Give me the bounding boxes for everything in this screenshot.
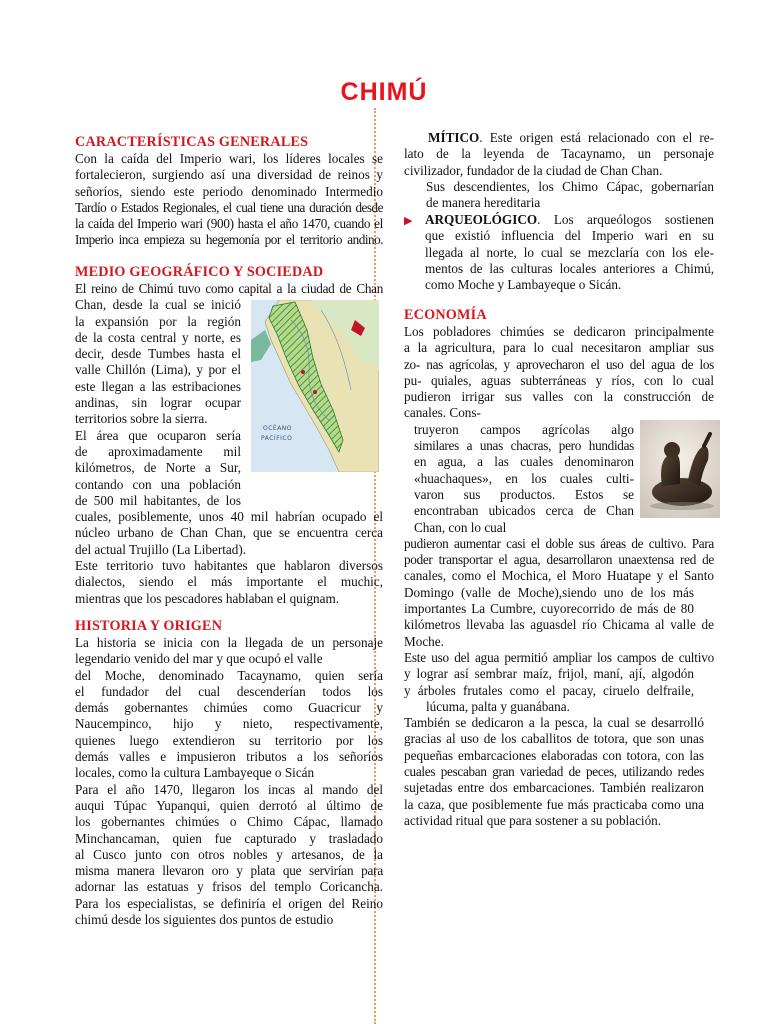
text-line: Chan, desde la cual se inició [75, 297, 241, 313]
text-line: adornar las estatuas y frisos del templo Coricancha. [75, 879, 383, 895]
text-fragment: . Este origen está relacionado con el re- [479, 130, 714, 145]
text-line: demás gobernantes chimúes como Guacricur y [75, 700, 383, 716]
text-line: «huachaques», en los cuales culti- [414, 470, 634, 486]
text-line: kilómetros, de Norte a Sur, [75, 460, 241, 476]
text-line: Tardío o Estados Regionales, el cual tiene una duración desde [75, 199, 383, 215]
text-line: sujetadas entre dos embarcaciones. También realizaron [404, 780, 704, 796]
paragraph-economia-c [404, 536, 714, 829]
text-line: varon sus productos. Estos se [414, 486, 634, 502]
text-line: los gobernantes chimúes o Chimo Cápac, llamado [75, 814, 383, 830]
page-title: CHIMÚ [340, 78, 428, 106]
text-line: el fundador del cual descenderían todos los [75, 683, 383, 699]
text-line: Naucempinco, hijo y nieto, respectivamente, [75, 716, 383, 732]
text-line: pu- quiales, aguas subterráneas y ríos, con lo cual [404, 372, 714, 388]
text-line: la caza, que posiblemente fue más practicaba como una [404, 796, 704, 812]
text-line: similares a unas chacras, pero hundidas [414, 438, 634, 454]
text-line: de la costa central y norte, es [75, 329, 241, 345]
text-line: La historia se inicia con la llegada de un personaje [75, 635, 383, 650]
heading-economia: ECONOMÍA [404, 307, 487, 323]
ceramic-graphic [640, 420, 720, 518]
map-label-ocean-2: PACÍFICO [261, 435, 293, 442]
text-line: a la agricultura, para lo cual necesitaron ampliar sus [404, 340, 714, 356]
text-line: demás valles e impusieron tributos a los señoríos [75, 749, 383, 765]
text-line: contando con una población [75, 476, 241, 492]
text-line: Los pobladores chimúes se dedicaron principalmente [404, 324, 714, 339]
text-line: de aproximadamente mil [75, 443, 241, 459]
text-line: truyeron campos agrícolas algo [414, 421, 634, 437]
text-line: Sus descendientes, los Chimo Cápac, gobernarían [426, 178, 714, 194]
text-line: mientras que los pescadores hablaban el quignam. [75, 590, 340, 606]
section-economia [404, 307, 714, 829]
text-line: de manera hereditaria [426, 195, 541, 211]
paragraph-arqueologico [425, 212, 714, 293]
text-line: quienes luego extendieron su territorio por los [75, 732, 383, 748]
text-line [425, 212, 714, 228]
bullet-arrow-icon: ▶ [404, 214, 413, 227]
text-line: decir, desde Tumbes hasta el [75, 346, 241, 362]
text-line: auqui Túpac Yupanqui, quien derrotó al último de [75, 797, 383, 813]
text-line: Chan, con lo cual [414, 519, 507, 535]
section-caracteristicas [75, 134, 383, 249]
text-line: llegada al norte, lo cual se mezclaría con los ele- [425, 244, 714, 260]
text-line: Para los especialistas, se definiría el origen del Reino [75, 895, 383, 911]
text-line: chimú desde los siguientes dos puntos de estudio [75, 912, 334, 928]
text-line: núcleo urbano de Chan Chan, que se encuentra cerca [75, 525, 383, 541]
term-arqueologico: ARQUEOLÓGICO [425, 212, 538, 227]
text-line: El reino de Chimú tuvo como capital a la ciudad de Chan [75, 281, 383, 296]
term-mitico: MÍTICO [428, 130, 480, 145]
text-line: civilizador, fundador de la ciudad de Chan Chan. [404, 162, 663, 178]
heading-historia: HISTORIA Y ORIGEN [75, 618, 223, 634]
chimu-territory-map [251, 300, 379, 472]
text-line: gracias al uso de los caballitos de totora, que son unas [404, 731, 704, 747]
text-line: Domingo (valle de Moche),siendo uno de los más [404, 584, 694, 600]
text-line: cuales pescaban gran variedad de peces, utilizando redes [404, 764, 704, 780]
text-line: en agua, a las cuales denominaron [414, 454, 634, 470]
text-line: del actual Trujillo (La Libertad). [75, 541, 247, 557]
text-line: fortalecieron, surgiendo así una diversidad de reinos y [75, 167, 383, 183]
text-line: que existió influencia del Imperio wari en su [425, 228, 714, 244]
text-line: la caída del Imperio wari (900) hasta el año 1470, cuando el [75, 216, 383, 232]
text-line: importantes La Cumbre, cuyorecorrido de más de 80 [404, 601, 694, 617]
text-line: encontraban ubicados cerca de Chan [414, 503, 634, 519]
map-graphic [251, 300, 379, 472]
text-line: andinas, sin lograr ocupar [75, 395, 241, 411]
text-line: del Moche, denominado Tacaynamo, quien sería [75, 667, 383, 683]
text-line: pudieron aumentar casi el doble sus áreas de cultivo. Para [404, 535, 714, 551]
text-line: este llegan a las estribaciones [75, 378, 241, 394]
paragraph-historia [75, 635, 383, 928]
text-line: Minchancaman, quien fue capturado y trasladado [75, 830, 383, 846]
heading-caracteristicas: CARACTERÍSTICAS GENERALES [75, 134, 309, 150]
text-line: la expansión por la región [75, 313, 241, 329]
text-line: locales, como la cultura Lambayeque o Sicán [75, 765, 315, 781]
paragraph-mitico [404, 130, 714, 211]
section-historia [75, 618, 383, 928]
text-line: mentos de las culturas locales anteriores a Chimú, [425, 260, 714, 276]
paragraph-caracteristicas [75, 151, 383, 249]
section-origen-arqueologico [425, 212, 714, 293]
text-line: El área que ocuparon sería [75, 427, 241, 443]
text-line: Imperio inca empieza su hegemonía por el territorio andino. [75, 232, 383, 248]
section-origen-mitico [404, 130, 714, 211]
text-line: Con la caída del Imperio wari, los líderes locales se [75, 151, 383, 166]
text-line: lato de la leyenda de Tacaynamo, un personaje [404, 146, 714, 162]
text-line: cuales, posiblemente, unos 40 mil habrían ocupado el [75, 509, 383, 525]
map-label-ocean-1: OCÉANO [263, 425, 293, 432]
heading-medio-geografico: MEDIO GEOGRÁFICO Y SOCIEDAD [75, 264, 324, 280]
text-line: valle Chillón (Lima), y por el [75, 362, 241, 378]
text-line: misma manera llevaron oro y plata que servirían para [75, 863, 383, 879]
text-line: y lograr así sembrar maíz, frijol, maní, ají, algodón [404, 666, 694, 682]
paragraph-economia-a [404, 324, 714, 422]
text-line: kilómetros llevaba las aguasdel río Chicama al valle de [404, 617, 714, 633]
text-line: actividad ritual que para sostener a su población. [404, 812, 662, 828]
text-line: dialectos, siendo el más importante el muchic, [75, 574, 383, 590]
text-line: pudieron irrigar sus valles con la construcción de [404, 389, 714, 405]
text-line: También se dedicaron a la pesca, la cual se desarrolló [404, 715, 704, 731]
text-line: lúcuma, palta y guanábana. [426, 698, 570, 714]
text-line: Este uso del agua permitió ampliar los campos de cultivo [404, 649, 714, 665]
text-line: legendario venido del mar y que ocupó el valle [75, 651, 323, 667]
text-line: al Cusco junto con otros nobles y artesanos, de la [75, 846, 383, 862]
text-line: y árboles frutales como el pacay, ciruelo delfraile, [404, 682, 694, 698]
text-line: zo- nas agrícolas, y aprovecharon el uso del agua de los [404, 356, 714, 372]
text-line: como Moche y Lambayeque o Sicán. [425, 277, 622, 293]
text-fragment: . Los arqueólogos sostienen [537, 212, 714, 227]
text-line: pequeñas embarcaciones elaboradas con totora, con las [404, 747, 704, 763]
text-line: poder transportar el agua, desarrollaron unaextensa red de [404, 552, 714, 568]
text-line: Este territorio tuvo habitantes que hablaron diversos [75, 558, 383, 574]
text-line: señoríos, siendo este periodo denominado Intermedio [75, 183, 383, 199]
text-line: Moche. [404, 633, 444, 649]
text-line: territorios sobre la sierra. [75, 411, 208, 427]
text-line: Para el año 1470, llegaron los incas al mando del [75, 781, 383, 797]
chimu-ceramic-photo [640, 420, 720, 518]
text-line: canales, como el Mochica, el Moro Huatape y el Santo [404, 568, 714, 584]
text-line: canales. Cons- [404, 405, 481, 421]
text-line: de 500 mil habitantes, de los [75, 492, 241, 508]
text-line [404, 130, 714, 146]
